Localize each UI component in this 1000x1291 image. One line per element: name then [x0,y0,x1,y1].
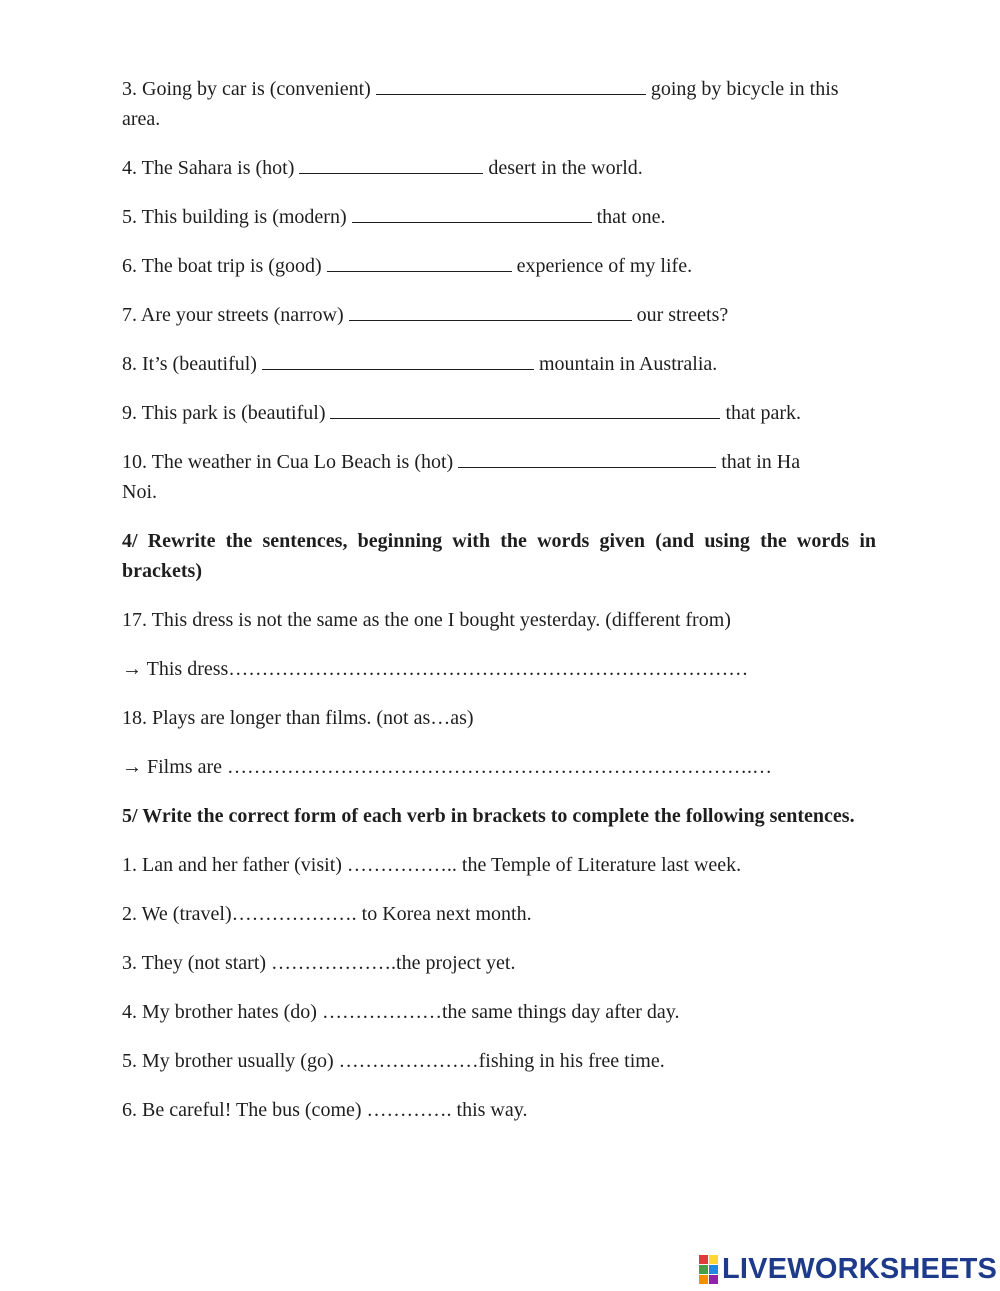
logo-blocks-icon [699,1255,718,1284]
logo-block [709,1275,718,1284]
verb-question-6[interactable]: 6. Be careful! The bus (come) …………. this way. [122,1099,528,1121]
question-5 [122,202,876,232]
verb-question-2[interactable]: 2. We (travel)………………. to Korea next month. [122,903,532,925]
verb-question-3[interactable]: 3. They (not start) ……………….the project yet. [122,952,516,974]
question-prompt: Are your streets (narrow) [140,304,344,326]
question-suffix: that in Ha [721,451,801,473]
section-5-heading: 5/ Write the correct form of each verb in brackets to complete the following sentences. [122,805,855,827]
rewrite-answer-17[interactable]: → This dress…………………………………………………………………… [122,658,749,680]
question-suffix: desert in the world. [488,157,643,179]
question-suffix: that park. [725,402,802,424]
question-prompt: The Sahara is (hot) [141,157,295,179]
section-4-heading: 4/ Rewrite the sentences, beginning with the words given (and using the words in brackets) [122,530,876,582]
rewrite-answer-18[interactable]: → Films are …………………………………………………………………….… [122,756,772,778]
question-suffix: our streets? [636,304,729,326]
logo-block [699,1275,708,1284]
question-prompt: This building is (modern) [141,206,347,228]
question-suffix: experience of my life. [516,255,693,277]
question-prompt: This park is (beautiful) [141,402,326,424]
question-number: 9. [122,402,137,424]
answer-blank[interactable] [349,302,632,321]
question-7 [122,300,876,330]
question-number: 4. [122,157,137,179]
question-8 [122,349,876,379]
question-6 [122,251,876,281]
question-4 [122,153,876,183]
verb-question-1[interactable]: 1. Lan and her father (visit) …………….. the Temple of Literature last week. [122,854,742,876]
question-prompt: Going by car is (convenient) [142,78,371,100]
answer-blank[interactable] [262,351,534,370]
logo-block [709,1255,718,1264]
logo-block [709,1265,718,1274]
question-suffix: mountain in Australia. [538,353,718,375]
logo-block [699,1255,708,1264]
answer-blank[interactable] [327,253,512,272]
answer-blank[interactable] [352,204,592,223]
question-suffix: going by bicycle in this [650,78,839,100]
question-number: 6. [122,255,137,277]
question-10 [122,447,876,507]
question-number: 3. [122,78,137,100]
rewrite-prompt-17: 17. This dress is not the same as the one I bought yesterday. (different from) [122,609,731,631]
question-10-line [122,447,876,477]
question-number: 8. [122,353,137,375]
question-prompt: The weather in Cua Lo Beach is (hot) [151,451,454,473]
question-suffix: that one. [596,206,666,228]
question-number: 5. [122,206,137,228]
question-prompt: The boat trip is (good) [141,255,322,277]
question-prompt: It’s (beautiful) [142,353,257,375]
logo-block [699,1265,708,1274]
question-continuation: area. [122,108,161,130]
brand-name: LIVEWORKSHEETS [722,1252,998,1285]
answer-blank[interactable] [299,155,483,174]
answer-blank[interactable] [376,76,646,95]
question-3-line [122,74,876,104]
liveworksheets-logo [699,1252,997,1286]
verb-question-4[interactable]: 4. My brother hates (do) ………………the same things day after day. [122,1001,680,1023]
verb-question-5[interactable]: 5. My brother usually (go) …………………fishing in his free time. [122,1050,665,1072]
answer-blank[interactable] [458,449,716,468]
question-number: 7. [122,304,137,326]
question-number: 10. [122,451,147,473]
question-continuation: Noi. [122,481,157,503]
worksheet-page [122,74,876,1144]
question-9 [122,398,876,428]
rewrite-prompt-18: 18. Plays are longer than films. (not as…as) [122,707,474,729]
question-3 [122,74,876,134]
answer-blank[interactable] [330,400,720,419]
